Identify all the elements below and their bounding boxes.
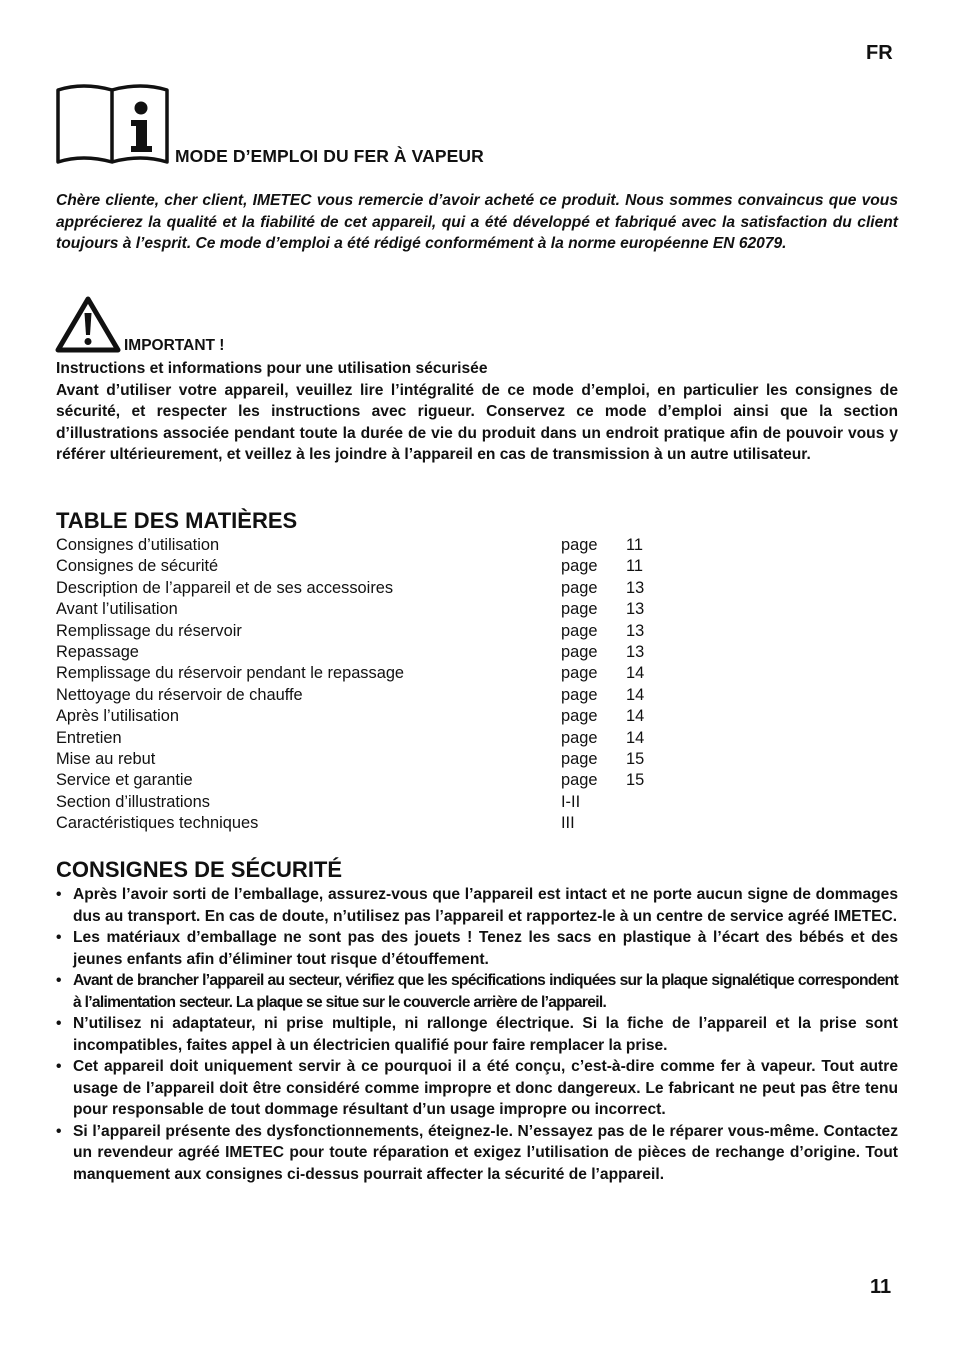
safety-item-text: Si l’appareil présente des dysfonctionnements, éteignez-le. N’essayez pas de le réparer vous-même. Contactez un revendeur agréé IMETEC pour toute réparation et exigez l’utilisation de pièces de rechange d’origine. Tout manquement aux consignes ci-dessus pourrait affecter la sécurité de l’appareil. bbox=[73, 1122, 898, 1183]
toc-page-word: page bbox=[561, 642, 598, 661]
toc-label: Mise au rebut bbox=[56, 749, 156, 768]
toc-item bbox=[56, 770, 676, 791]
safety-item bbox=[56, 1121, 898, 1186]
toc-label: Consignes d’utilisation bbox=[56, 536, 220, 554]
toc-title: TABLE DES MATIÈRES bbox=[56, 508, 298, 533]
toc-page-number: 14 bbox=[626, 728, 645, 747]
document-title: MODE D’EMPLOI DU FER À VAPEUR bbox=[175, 146, 484, 166]
important-subtitle: Instructions et informations pour une utilisation sécurisée bbox=[56, 360, 488, 377]
toc-label: Après l’utilisation bbox=[56, 707, 179, 726]
toc-page-word: page bbox=[561, 749, 598, 768]
toc-item bbox=[56, 642, 676, 663]
safety-item-text: Après l’avoir sorti de l’emballage, assurez-vous que l’appareil est intact et ne porte aucun signe de dommages dus au transport. En cas de doute, n’utilisez pas l’appareil et rapportez-le à un centre de service agréé IMETEC. bbox=[73, 886, 898, 925]
bullet: • bbox=[56, 886, 62, 903]
table-of-contents bbox=[56, 535, 676, 834]
toc-item bbox=[56, 792, 676, 813]
toc-page-word: page bbox=[561, 685, 598, 704]
toc-page-word: page bbox=[561, 707, 598, 726]
toc-item bbox=[56, 535, 676, 556]
toc-page-number: 11 bbox=[626, 536, 644, 554]
toc-page-word: page bbox=[561, 771, 598, 790]
important-section bbox=[56, 358, 898, 466]
important-label: IMPORTANT ! bbox=[124, 337, 225, 354]
toc-item bbox=[56, 728, 676, 749]
toc-page-number: 14 bbox=[626, 664, 645, 683]
safety-item bbox=[56, 1056, 898, 1121]
safety-item bbox=[56, 884, 898, 927]
safety-item bbox=[56, 970, 898, 1013]
toc-page-number: 11 bbox=[626, 557, 644, 576]
toc-page-number: 13 bbox=[626, 600, 645, 619]
warning-triangle-icon bbox=[55, 295, 121, 353]
toc-page-number: 13 bbox=[626, 642, 645, 661]
safety-item-text: Cet appareil doit uniquement servir à ce pourquoi il a été conçu, c’est-à-dire comme fer à vapeur. Tout autre usage de l’appareil doit être considéré comme impropre et donc dangereux. Le fabricant ne peut pas être tenu pour responsable de tout dommage résultant d’un usage impropre ou incorrect. bbox=[73, 1058, 898, 1118]
toc-page-number: 14 bbox=[626, 685, 645, 704]
toc-page-word: page bbox=[561, 557, 598, 576]
toc-page-word: III bbox=[561, 814, 575, 833]
toc-label: Section d’illustrations bbox=[56, 792, 210, 811]
safety-item-text: Les matériaux d’emballage ne sont pas des jouets ! Tenez les sacs en plastique à l’écart des bébés et des jeunes enfants afin d’éliminer tout risque d’étouffement. bbox=[73, 929, 898, 968]
safety-title: CONSIGNES DE SÉCURITÉ bbox=[56, 857, 343, 882]
safety-list bbox=[56, 884, 898, 1185]
toc-page-number: 14 bbox=[626, 707, 645, 726]
toc-page-number: 13 bbox=[626, 621, 645, 640]
toc-item bbox=[56, 749, 676, 770]
bullet: • bbox=[56, 972, 61, 989]
toc-label: Description de l’appareil et de ses accessoires bbox=[56, 578, 394, 597]
safety-item-text: N’utilisez ni adaptateur, ni prise multiple, ni rallonge électrique. Si la fiche de l’appareil et la prise sont incompatibles, faites appel à un électricien qualifié pour faire remplacer la prise. bbox=[73, 1015, 898, 1054]
toc-page-word: I-II bbox=[561, 792, 581, 811]
toc-item bbox=[56, 685, 676, 706]
toc-item bbox=[56, 556, 676, 577]
toc-label: Remplissage du réservoir pendant le repassage bbox=[56, 664, 405, 683]
info-book-icon bbox=[55, 82, 170, 166]
toc-page-word: page bbox=[561, 664, 598, 683]
bullet: • bbox=[56, 1015, 62, 1032]
toc-item bbox=[56, 706, 676, 727]
toc-label: Repassage bbox=[56, 642, 139, 661]
toc-page-number: 15 bbox=[626, 771, 645, 790]
toc-label: Remplissage du réservoir bbox=[56, 621, 242, 640]
toc-label: Entretien bbox=[56, 728, 122, 747]
toc-item bbox=[56, 621, 676, 642]
toc-page-word: page bbox=[561, 578, 598, 597]
toc-page-word: page bbox=[561, 728, 598, 747]
toc-page-number: 15 bbox=[626, 749, 645, 768]
safety-item-text: Avant de brancher l’appareil au secteur, vérifiez que les spécifications indiquées sur la plaque signalétique correspondent à l’alimentation secteur. La plaque se situe sur le couvercle arrière de l’appareil. bbox=[73, 972, 898, 1011]
important-text: Avant d’utiliser votre appareil, veuillez lire l’intégralité de ce mode d’emploi, en particulier les consignes de sécurité, et respecter les instructions avec rigueur. Conservez ce mode d’emploi ainsi que la section d’illustrations associée pendant toute la durée de vie du produit dans un endroit pratique afin de pouvoir vous y référer ultérieurement, et veillez à les joindre à l’appareil en cas de transmission à un autre utilisateur. bbox=[56, 381, 898, 463]
toc-page-word: page bbox=[561, 621, 598, 640]
bullet: • bbox=[56, 1122, 62, 1140]
toc-label: Consignes de sécurité bbox=[56, 557, 219, 576]
toc-label: Nettoyage du réservoir de chauffe bbox=[56, 685, 303, 704]
toc-item bbox=[56, 599, 676, 620]
toc-page-number: 13 bbox=[626, 578, 645, 597]
toc-item bbox=[56, 578, 676, 599]
bullet: • bbox=[56, 929, 62, 946]
language-code: FR bbox=[866, 42, 893, 64]
toc-page-word: page bbox=[561, 536, 598, 554]
toc-label: Service et garantie bbox=[56, 771, 193, 790]
safety-item bbox=[56, 1013, 898, 1056]
toc-page-word: page bbox=[561, 600, 598, 619]
toc-label: Avant l’utilisation bbox=[56, 600, 178, 619]
bullet: • bbox=[56, 1058, 62, 1075]
intro-paragraph: Chère cliente, cher client, IMETEC vous remercie d’avoir acheté ce produit. Nous sommes convaincus que vous apprécierez la qualité et la fiabilité de cet appareil, qui a été développé et fabriqué avec la satisfaction du client toujours à l’esprit. Ce mode d’emploi a été rédigé conformément à la norme européenne EN 62079. bbox=[56, 192, 898, 252]
toc-item bbox=[56, 813, 676, 834]
safety-item bbox=[56, 927, 898, 970]
toc-label: Caractéristiques techniques bbox=[56, 814, 259, 833]
page-number: 11 bbox=[870, 1276, 892, 1298]
toc-item bbox=[56, 663, 676, 684]
